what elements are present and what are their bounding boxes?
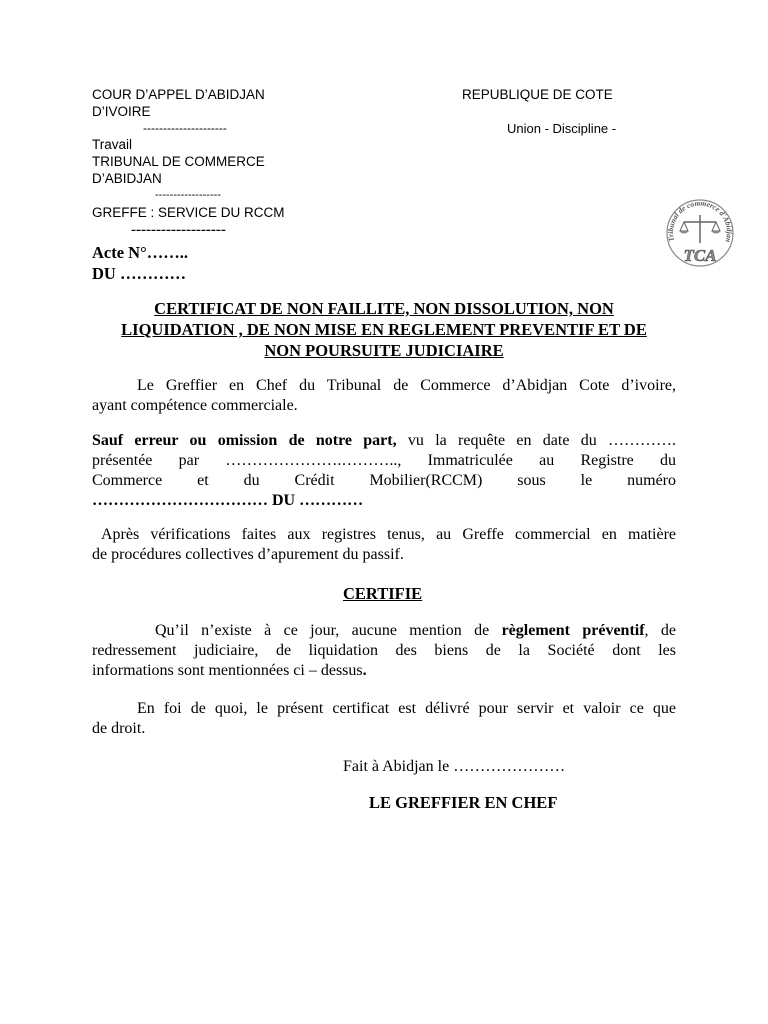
paragraph-verification-line-1: Après vérifications faites aux registres tenus, au Greffe commercial en matière xyxy=(101,526,676,543)
paragraph-mention-line-3 xyxy=(92,661,676,682)
travail-text: Travail xyxy=(92,137,133,152)
header-dashes-1: --------------------- xyxy=(143,121,227,135)
svg-text:Tribunal de commerce d'Abidjan: Tribunal de commerce d'Abidjan xyxy=(665,198,734,244)
requete-date-text: vu la requête en date du …………. xyxy=(407,432,676,449)
paragraph-requete-line-1 xyxy=(92,431,676,452)
tribunal-line-1: TRIBUNAL DE COMMERCE xyxy=(92,154,265,169)
paragraph-requete-line-4: …………………………… DU ………… xyxy=(92,492,364,509)
court-name: COUR D’APPEL D’ABIDJAN xyxy=(92,87,265,102)
mention-text-end: , de xyxy=(644,622,676,639)
mention-text-start: Qu’il n’existe à ce jour, aucune mention de xyxy=(155,622,490,639)
paragraph-requete-line-3: Commerce et du Crédit Mobilier(RCCM) sous le numéro xyxy=(92,472,676,489)
greffe-service: GREFFE : SERVICE DU RCCM xyxy=(92,205,285,220)
acte-number: Acte N°…….. xyxy=(92,243,188,262)
paragraph-mention-line-2: redressement judiciaire, de liquidation des biens de la Société dont les xyxy=(92,642,676,659)
paragraph-mention-line-1 xyxy=(155,621,676,642)
header-dashes-2: ------------------ xyxy=(155,189,221,201)
header-dashes-3: ------------------- xyxy=(131,222,226,238)
certificate-title-line-1: CERTIFICAT DE NON FAILLITE, NON DISSOLUTION, NON xyxy=(154,299,614,318)
paragraph-foi-line-2: de droit. xyxy=(92,720,146,737)
certifie-heading: CERTIFIE xyxy=(343,584,423,603)
tribunal-line-2: D’ABIDJAN xyxy=(92,171,162,186)
paragraph-requete-line-2: présentée par ………………….……….., Immatriculée au Registre du xyxy=(92,452,676,469)
acte-date: DU ………… xyxy=(92,264,186,283)
mention-line-3-text: informations sont mentionnées ci – dessus xyxy=(92,662,363,679)
paragraph-verification-line-2: de procédures collectives d’apurement du passif. xyxy=(92,546,404,563)
paragraph-greffier-line-2: ayant compétence commerciale. xyxy=(92,397,298,414)
national-motto: Union - Discipline - xyxy=(507,121,617,136)
greffier-signature-title: LE GREFFIER EN CHEF xyxy=(369,793,558,812)
republic-name: REPUBLIQUE DE COTE xyxy=(462,87,613,102)
reglement-preventif-text: règlement préventif xyxy=(501,622,645,639)
certificate-title-line-2: LIQUIDATION , DE NON MISE EN REGLEMENT PREVENTIF ET DE xyxy=(121,320,647,339)
paragraph-foi-line-1: En foi de quoi, le présent certificat est délivré pour servir et valoir ce que xyxy=(137,700,676,717)
fait-a-abidjan: Fait à Abidjan le ………………… xyxy=(343,758,566,775)
svg-text:TCA: TCA xyxy=(683,246,717,265)
sauf-erreur-lead: Sauf erreur ou omission de notre part, xyxy=(92,432,397,449)
tribunal-seal-logo xyxy=(664,195,734,271)
certificate-title-line-3: NON POURSUITE JUDICIAIRE xyxy=(264,341,504,360)
country-suffix: D’IVOIRE xyxy=(92,104,151,119)
paragraph-greffier-line-1: Le Greffier en Chef du Tribunal de Commerce d’Abidjan Cote d’ivoire, xyxy=(137,377,676,394)
mention-line-3-period: . xyxy=(362,662,367,679)
